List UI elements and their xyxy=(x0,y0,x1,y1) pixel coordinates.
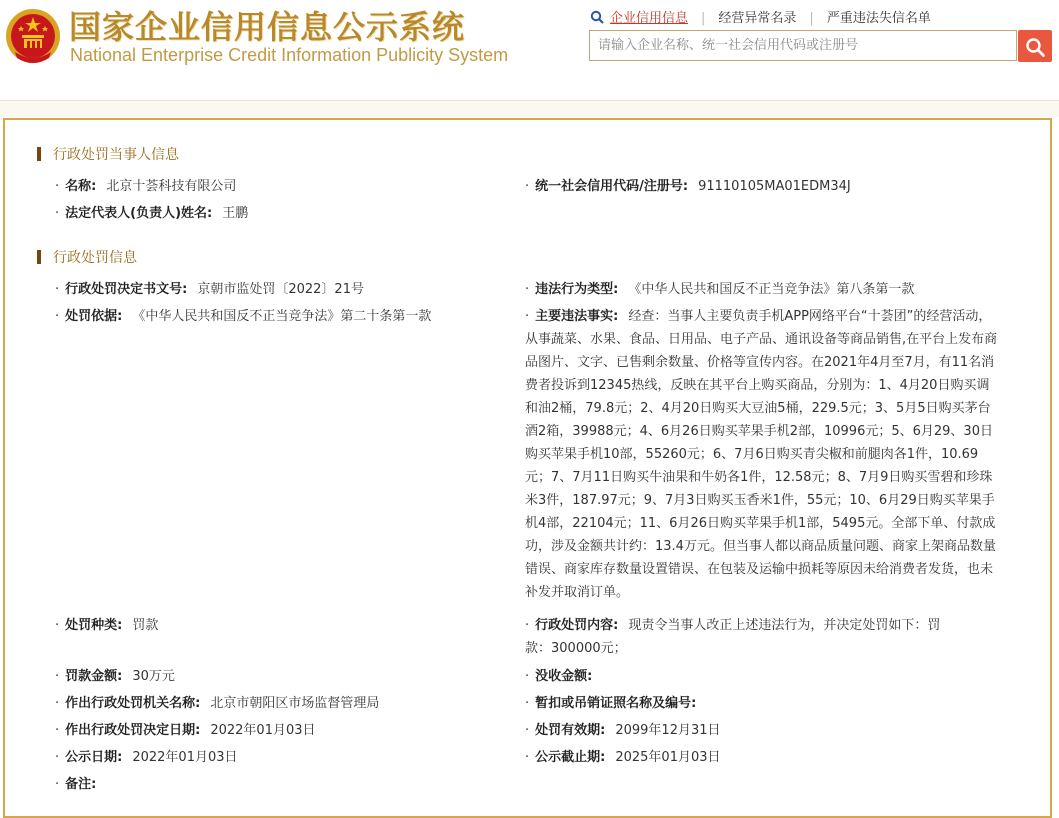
header-divider xyxy=(0,100,1059,117)
label-main-facts: 主要违法事实: xyxy=(535,309,619,324)
value-legal-rep: 王鹏 xyxy=(222,206,249,221)
field-legal-rep: · 法定代表人(负责人)姓名: 王鹏 xyxy=(55,206,249,221)
label-fine-amount: 罚款金额: xyxy=(65,669,123,684)
penalty-detail-panel xyxy=(3,118,1052,818)
label-basis: 处罚依据: xyxy=(65,309,123,324)
value-fine-amount: 30万元 xyxy=(132,669,175,684)
label-remarks: 备注: xyxy=(65,777,97,792)
section-marker xyxy=(37,250,41,264)
value-basis: 《中华人民共和国反不正当竞争法》第二十条第一款 xyxy=(132,309,432,324)
field-license: · 暂扣或吊销证照名称及编号: xyxy=(525,696,697,711)
section-marker xyxy=(37,147,41,161)
value-valid-until: 2099年12月31日 xyxy=(615,723,721,738)
label-publish-date: 公示日期: xyxy=(65,750,123,765)
label-penalty-content: 行政处罚内容: xyxy=(535,618,619,633)
label-penalty-kind: 处罚种类: xyxy=(65,618,123,633)
label-publish-end: 公示截止期: xyxy=(535,750,606,765)
search-box xyxy=(589,30,1017,61)
search-icon xyxy=(590,10,604,24)
nav-separator: | xyxy=(701,11,706,26)
value-publish-date: 2022年01月03日 xyxy=(132,750,238,765)
value-penalty-kind: 罚款 xyxy=(132,618,159,633)
nav-separator: | xyxy=(809,11,814,26)
section-title-party: 行政处罚当事人信息 xyxy=(37,144,179,164)
field-publish-end: · 公示截止期: 2025年01月03日 xyxy=(525,750,721,765)
value-authority: 北京市朝阳区市场监督管理局 xyxy=(210,696,380,711)
search-button[interactable] xyxy=(1018,30,1052,62)
field-authority: · 作出行政处罚机关名称: 北京市朝阳区市场监督管理局 xyxy=(55,696,380,711)
site-subtitle: National Enterprise Credit Information Publicity System xyxy=(70,45,509,65)
field-doc-no: · 行政处罚决定书文号: 京朝市监处罚〔2022〕21号 xyxy=(55,282,364,297)
field-party-name: · 名称: 北京十荟科技有限公司 xyxy=(55,179,237,194)
label-authority: 作出行政处罚机关名称: xyxy=(65,696,201,711)
top-nav xyxy=(590,7,931,26)
value-decision-date: 2022年01月03日 xyxy=(210,723,316,738)
label-violation-type: 违法行为类型: xyxy=(535,282,619,297)
label-confiscation: 没收金额: xyxy=(535,669,593,684)
field-credit-code: · 统一社会信用代码/注册号: 91110105MA01EDM34J xyxy=(525,179,851,194)
field-decision-date: · 作出行政处罚决定日期: 2022年01月03日 xyxy=(55,723,316,738)
value-penalty-content: 现责令当事人改正上述违法行为，并决定处罚如下：罚款：300000元； xyxy=(525,618,941,656)
label-doc-no: 行政处罚决定书文号: xyxy=(65,282,188,297)
label-valid-until: 处罚有效期: xyxy=(535,723,606,738)
nav-link-credit-info[interactable]: 企业信用信息 xyxy=(610,11,689,26)
nav-link-serious-violation-list[interactable]: 严重违法失信名单 xyxy=(826,11,931,26)
value-credit-code: 91110105MA01EDM34J xyxy=(698,179,851,194)
label-credit-code: 统一社会信用代码/注册号: xyxy=(535,179,689,194)
value-doc-no: 京朝市监处罚〔2022〕21号 xyxy=(197,282,364,297)
field-main-facts: · 主要违法事实: 经查：当事人主要负责手机APP网络平台“十荟团”的经营活动，从事蔬菜、水果、食品、日用品、电子产品、通讯设备等商品销售,在平台上发布商品图片、文字、已售剩余数量、价格等宣传内容。在2021年4月至7月，有11名消费者投诉到12345热线，反映在其平台上购买商品，分别为：1、4月20日购买调和油2桶，79.8元；2、4月20日购买大豆油5桶，229.5元；3、5月5日购买茅台酒2箱，39988元；4、6月26日购买苹果手机2部，10996元；5、6月29、30日购买苹果手机10部，55260元；6、7月6日购买青尖椒和前腿肉各1件，10.69元；7、7月11日购买牛油果和牛奶各1件，12.58元；8、7月9日购买雪碧和珍珠米3件，187.97元；9、7月3日购买玉香米1件，55元；10、6月29日购买苹果手机4部，22104元；11、6月26日购买苹果手机1部，5495元。全部下单、付款成功，涉及金额共计约：13.4万元。但当事人都以商品质量问题、商家上架商品数量错误、商家库存数量设置错误、在包装及运输中损耗等原因未给消费者发货，也未补发并取消订单。 xyxy=(525,309,998,600)
field-valid-until: · 处罚有效期: 2099年12月31日 xyxy=(525,723,721,738)
field-penalty-content: · 行政处罚内容: 现责令当事人改正上述违法行为，并决定处罚如下：罚款：300000元； xyxy=(525,618,941,656)
value-publish-end: 2025年01月03日 xyxy=(615,750,721,765)
label-legal-rep: 法定代表人(负责人)姓名: xyxy=(65,206,213,221)
field-publish-date: · 公示日期: 2022年01月03日 xyxy=(55,750,238,765)
field-remarks: · 备注: xyxy=(55,777,97,792)
value-violation-type: 《中华人民共和国反不正当竞争法》第八条第一款 xyxy=(628,282,915,297)
search-icon xyxy=(1025,37,1045,57)
search-input[interactable] xyxy=(590,31,1016,60)
section-title-penalty: 行政处罚信息 xyxy=(37,247,137,267)
national-emblem-icon xyxy=(5,6,61,68)
label-license: 暂扣或吊销证照名称及编号: xyxy=(535,696,697,711)
nav-link-abnormal-list[interactable]: 经营异常名录 xyxy=(718,11,797,26)
field-confiscation: · 没收金额: xyxy=(525,669,593,684)
site-title: 国家企业信用信息公示系统 xyxy=(69,8,466,46)
site-header xyxy=(0,0,1059,100)
value-party-name: 北京十荟科技有限公司 xyxy=(106,179,237,194)
value-main-facts: 经查：当事人主要负责手机APP网络平台“十荟团”的经营活动，从事蔬菜、水果、食品、日用品、电子产品、通讯设备等商品销售,在平台上发布商品图片、文字、已售剩余数量、价格等宣传内容。在2021年4月至7月，有11名消费者投诉到12345热线，反映在其平台上购买商品，分别为：1、4月20日购买调和油2桶，79.8元；2、4月20日购买大豆油5桶，229.5元；3、5月5日购买茅台酒2箱，39988元；4、6月26日购买苹果手机2部，10996元；5、6月29、30日购买苹果手机10部，55260元；6、7月6日购买青尖椒和前腿肉各1件，10.69元；7、7月11日购买牛油果和牛奶各1件，12.58元；8、7月9日购买雪碧和珍珠米3件，187.97元；9、7月3日购买玉香米1件，55元；10、6月29日购买苹果手机4部，22104元；11、6月26日购买苹果手机1部，5495元。全部下单、付款成功，涉及金额共计约：13.4万元。但当事人都以商品质量问题、商家上架商品数量错误、商家库存数量设置错误、在包装及运输中损耗等原因未给消费者发货，也未补发并取消订单。 xyxy=(525,309,998,600)
field-fine-amount: · 罚款金额: 30万元 xyxy=(55,669,175,684)
label-decision-date: 作出行政处罚决定日期: xyxy=(65,723,201,738)
label-party-name: 名称: xyxy=(65,179,97,194)
field-violation-type: · 违法行为类型: 《中华人民共和国反不正当竞争法》第八条第一款 xyxy=(525,282,915,297)
field-penalty-kind: · 处罚种类: 罚款 xyxy=(55,618,159,633)
field-basis: · 处罚依据: 《中华人民共和国反不正当竞争法》第二十条第一款 xyxy=(55,309,432,324)
